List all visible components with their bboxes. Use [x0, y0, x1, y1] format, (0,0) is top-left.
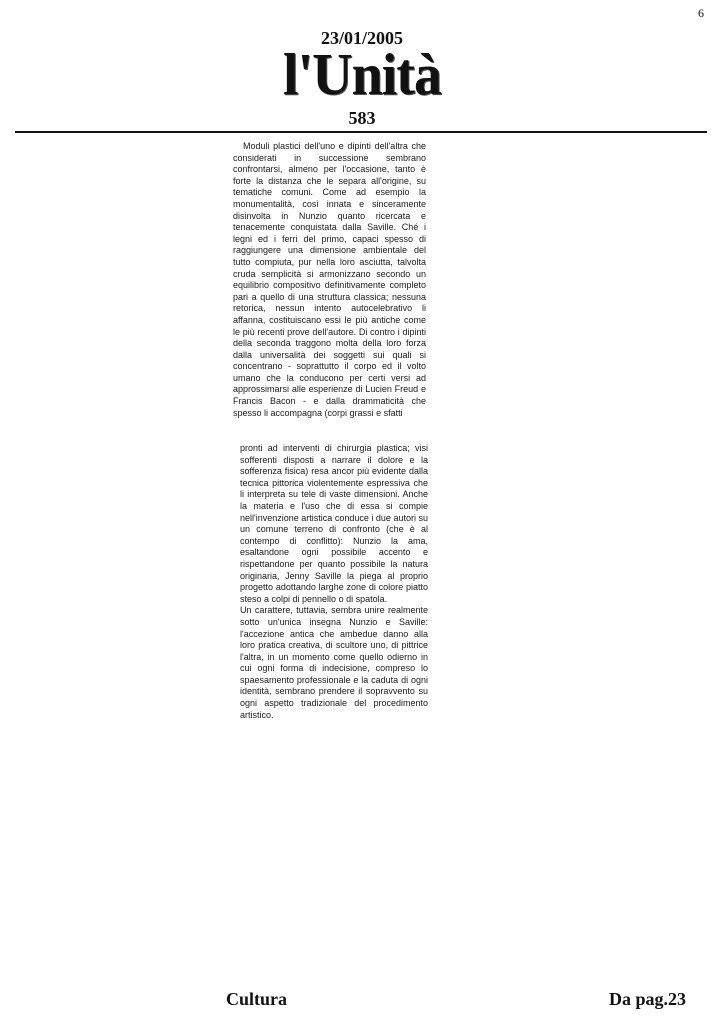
page-number: 6 — [698, 6, 704, 20]
publication-date: 23/01/2005 — [320, 28, 403, 48]
article-paragraph: Un carattere, tuttavia, sembra unire realmente sotto un'unica insegna Nunzio e Saville: l'accezione antica che ambedue danno alla loro pratica creativa, di scultore uno, di pittrice l'altra, in un momento come quello odierno in cui ogni forma di indecisione, compreso lo spaesamento professionale e la caduta di ogni identità, sembrano prendere il sopravvento su ogni aspetto tradizionale del procedimento artistico. — [240, 605, 428, 720]
page-reference: Da pag.23 — [608, 989, 686, 1009]
article-paragraph: pronti ad interventi di chirurgia plastica; visi sofferenti disposti a narrare il dolore e la sofferenza fisica) resa ancor più evidente dalla tecnica pittorica violentemente espressiva che li interpreta su tele di vaste dimensioni. Anche la materia e l'uso che di essa si compie nell'invenzione artistica conduce i due autori su un comune terreno di confronto (che è al contempo di conflitto): Nunzio la ama, esaltandone ogni possibile accento e rispettandone per quanto possibile la natura originaria, Jenny Saville la piega al proprio progetto adottando larghe zone di colore piatto steso a colpi di pennello o di spatola. — [240, 443, 428, 604]
article-paragraph: Moduli plastici dell'uno e dipinti dell'altra che considerati in successione sembrano confrontarsi, almeno per l'occasione, tanto è forte la distanza che le separa all'origine, su tematiche comuni. Come ad esempio la monumentalità, così innata e sinceramente disinvolta in Nunzio quanto ricercata e tenacemente conquistata dalla Saville. Ché i legni ed i ferri del primo, capaci spesso di raggiungere una dimensione ambientale del tutto compiuta, pur nella loro asciutta, talvolta cruda semplicità si armonizzano secondo un equilibrio compositivo definitivamente completo pari a quello di una struttura classica; nessuna retorica, nessun intento autocelebrativo li affanna, costituiscano essi le più antiche come le più recenti prove dell'autore. Di contro i dipinti della seconda traggono molta della loro forza dalla universalità dei soggetti sui quali si concentrano - soprattutto il corpo ed il volto umano che la conducono per certi versi ad approssimarsi alle esperienze di Lucien Freud e Francis Bacon - e dalla drammaticità che spesso li accompagna (corpi grassi e sfatti — [233, 141, 426, 418]
section-label: Cultura — [226, 989, 288, 1009]
article-column-2 — [240, 443, 428, 721]
article-column-1 — [233, 141, 426, 419]
header-divider — [15, 131, 707, 133]
masthead-logo-text: l'Unità — [283, 42, 441, 108]
newspaper-masthead — [0, 42, 724, 108]
issue-number: 583 — [348, 108, 376, 128]
